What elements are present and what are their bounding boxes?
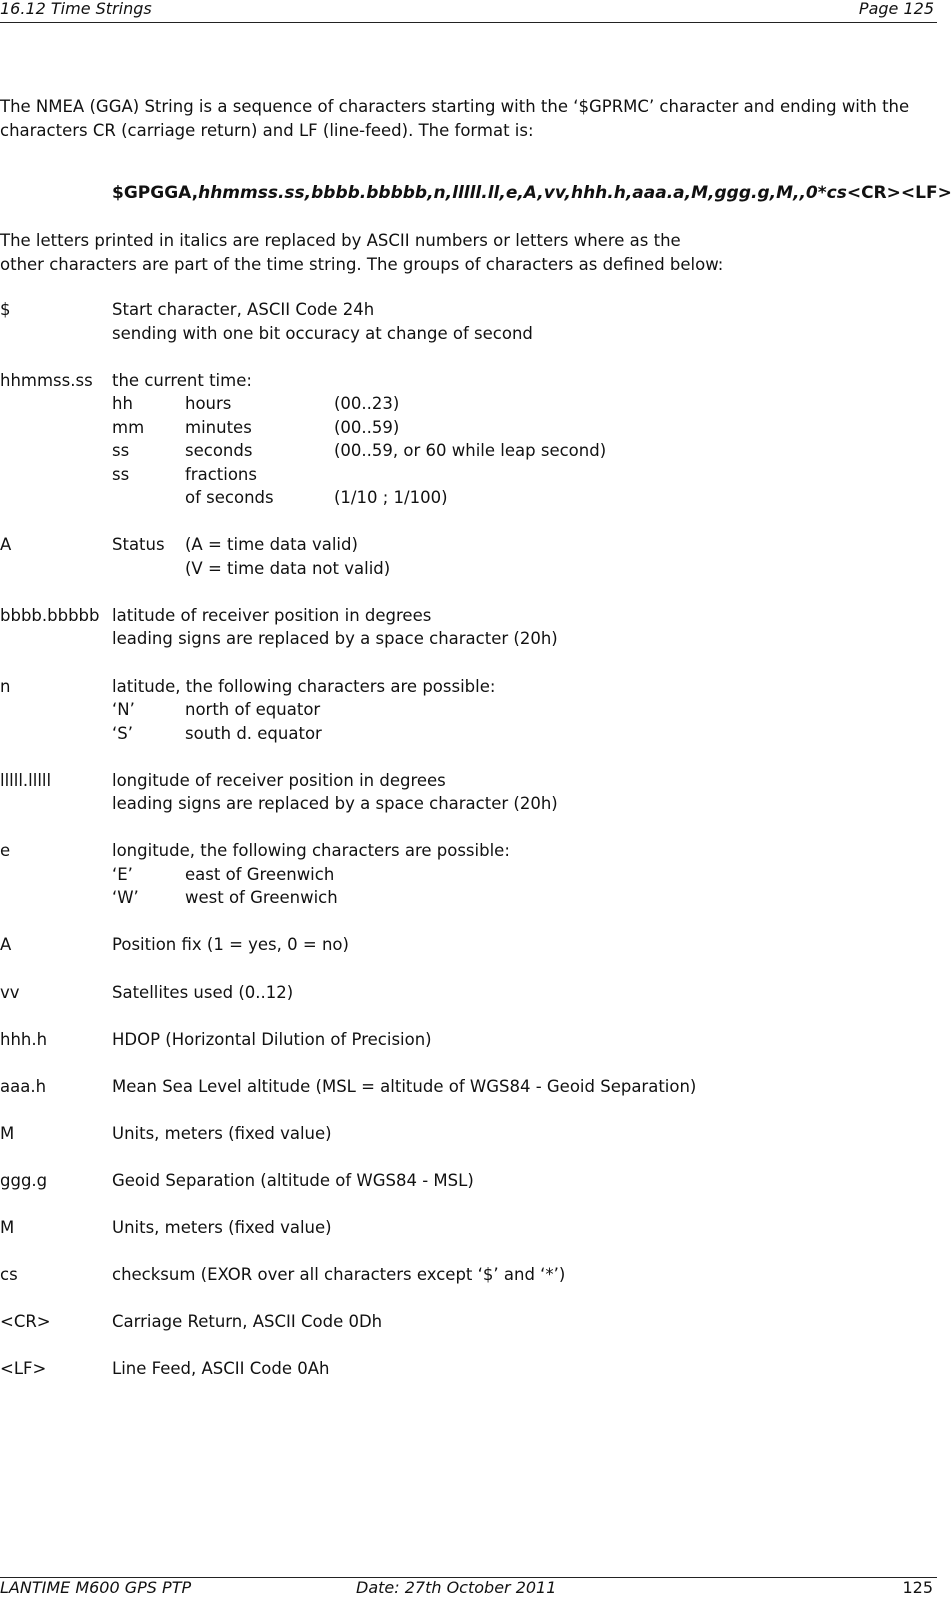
def-time-title: the current time: [112, 371, 252, 390]
format-suffix: <CR><LF> [846, 183, 952, 203]
e-option-code: ‘E’ [112, 865, 133, 884]
def-altitude: Mean Sea Level altitude (MSL = altitude of WGS84 - Geoid Separation) [112, 1077, 697, 1096]
def-lf: Line Feed, ASCII Code 0Ah [112, 1359, 330, 1378]
e-option-code: ‘W’ [112, 888, 139, 907]
n-option-code: ‘S’ [112, 724, 133, 743]
term-geoid: ggg.g [0, 1171, 48, 1190]
term-e: e [0, 841, 11, 860]
def-longitude-2: leading signs are replaced by a space character (20h) [112, 794, 558, 813]
format-prefix: $GPGGA, [112, 183, 199, 203]
def-latitude-2: leading signs are replaced by a space character (20h) [112, 629, 558, 648]
footer-page-number: 125 [902, 1578, 933, 1597]
description-line-1: The letters printed in italics are replaced by ASCII numbers or letters where as the [0, 231, 681, 250]
term-position-fix: A [0, 935, 12, 954]
page-label: Page 125 [858, 0, 934, 18]
term-longitude: lllll.lllll [0, 771, 52, 790]
format-fields: hhmmss.ss,bbbb.bbbbb,n,lllll.ll,e,A,vv,hhh.h,aaa.a,M,ggg.g,M,,0*cs [198, 183, 847, 203]
term-units-1: M [0, 1124, 15, 1143]
status-valid: (A = time data valid) [185, 535, 358, 554]
term-satellites: vv [0, 983, 20, 1002]
format-string [112, 183, 952, 203]
term-dollar: $ [0, 300, 11, 319]
term-cr: <CR> [0, 1312, 51, 1331]
section-title: 16.12 Time Strings [0, 0, 152, 18]
term-checksum: cs [0, 1265, 18, 1284]
def-satellites: Satellites used (0..12) [112, 983, 294, 1002]
term-altitude: aaa.h [0, 1077, 47, 1096]
term-latitude: bbbb.bbbbb [0, 606, 100, 625]
term-n: n [0, 677, 11, 696]
term-lf: <LF> [0, 1359, 47, 1378]
page-header [0, 0, 937, 23]
e-option-desc: east of Greenwich [185, 865, 335, 884]
term-status: A [0, 535, 12, 554]
def-hdop: HDOP (Horizontal Dilution of Precision) [112, 1030, 432, 1049]
def-longitude-1: longitude of receiver position in degrees [112, 771, 446, 790]
def-checksum: checksum (EXOR over all characters except ‘$’ and ‘*’) [112, 1265, 566, 1284]
def-units-2: Units, meters (fixed value) [112, 1218, 332, 1237]
e-option-desc: west of Greenwich [185, 888, 338, 907]
footer-date: Date: 27th October 2011 [356, 1578, 557, 1597]
def-position-fix: Position fix (1 = yes, 0 = no) [112, 935, 349, 954]
intro-paragraph: The NMEA (GGA) String is a sequence of characters starting with the ‘$GPRMC’ character and ending with the characters CR (carriage return) and LF (line-feed). The format is: [0, 97, 910, 140]
description-line-2: other characters are part of the time string. The groups of characters as defined below: [0, 255, 724, 274]
def-cr: Carriage Return, ASCII Code 0Dh [112, 1312, 383, 1331]
term-units-2: M [0, 1218, 15, 1237]
def-units-1: Units, meters (fixed value) [112, 1124, 332, 1143]
def-dollar-1: Start character, ASCII Code 24h [112, 300, 375, 319]
def-dollar-2: sending with one bit occuracy at change of second [112, 324, 533, 343]
n-option-desc: north of equator [185, 700, 321, 719]
n-option-desc: south d. equator [185, 724, 322, 743]
page-footer [0, 1577, 937, 1598]
status-not-valid: (V = time data not valid) [185, 559, 391, 578]
footer-product: LANTIME M600 GPS PTP [0, 1578, 192, 1597]
status-label: Status [112, 535, 165, 554]
def-geoid: Geoid Separation (altitude of WGS84 - MSL) [112, 1171, 474, 1190]
term-time: hhmmss.ss [0, 371, 93, 390]
n-option-code: ‘N’ [112, 700, 135, 719]
def-e: longitude, the following characters are possible: [112, 841, 510, 860]
term-hdop: hhh.h [0, 1030, 48, 1049]
def-n: latitude, the following characters are possible: [112, 677, 496, 696]
def-latitude-1: latitude of receiver position in degrees [112, 606, 432, 625]
